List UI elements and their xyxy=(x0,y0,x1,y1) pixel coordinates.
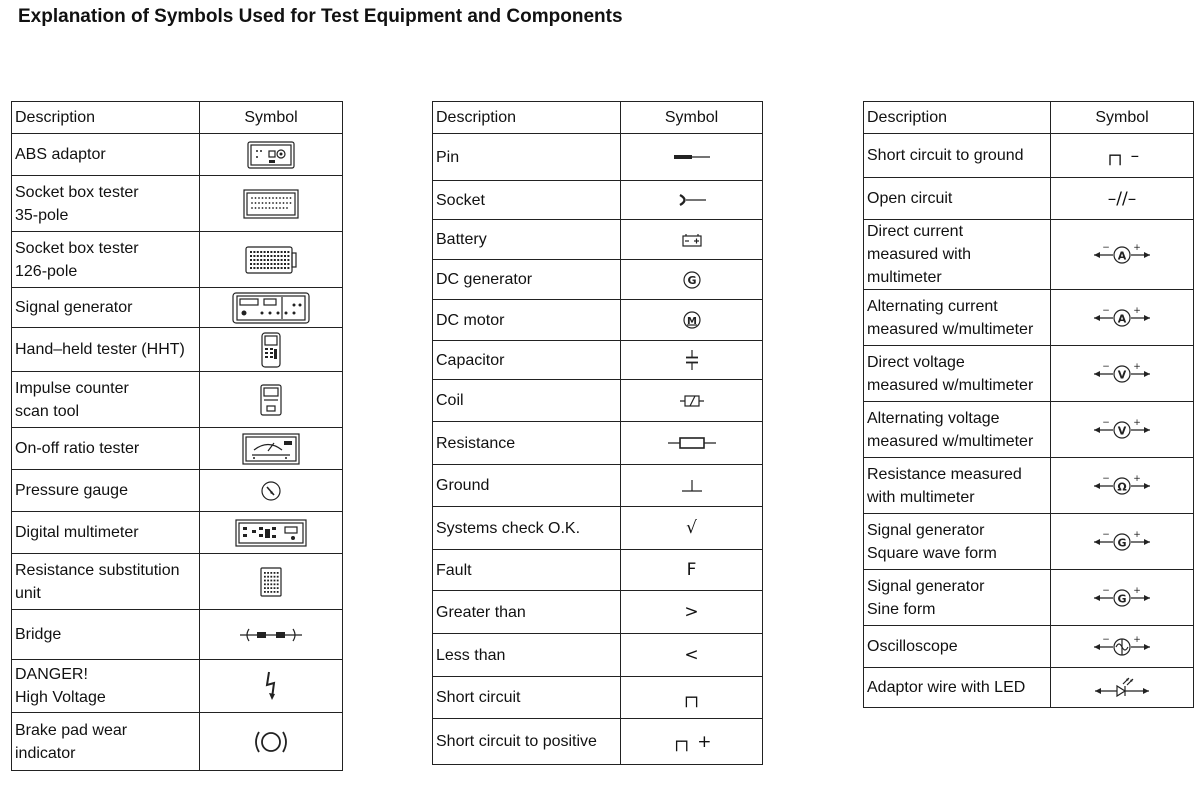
description-text: Signal generator xyxy=(867,521,985,539)
description-text: Direct current xyxy=(867,223,964,240)
symbol-cell xyxy=(1051,178,1194,220)
svg-text:−: − xyxy=(1102,585,1110,596)
socket-icon xyxy=(621,193,762,207)
description-cell xyxy=(12,134,200,176)
table-row xyxy=(12,660,343,713)
open-circuit-icon: –//– xyxy=(1107,188,1137,209)
table-row xyxy=(433,300,763,341)
symbol-cell xyxy=(1051,668,1194,708)
table-row xyxy=(12,372,343,428)
resistor-icon xyxy=(621,436,762,450)
description-cell xyxy=(433,507,621,550)
ac-voltmeter-icon xyxy=(1051,417,1193,443)
description-text: Greater than xyxy=(436,603,526,621)
brake-pad-wear-icon xyxy=(200,729,342,755)
symbol-cell xyxy=(1051,570,1194,626)
table-row xyxy=(12,328,343,372)
impulse-counter-icon xyxy=(200,384,342,416)
symbols-table-1 xyxy=(11,101,343,771)
digital-multimeter-icon xyxy=(200,519,342,547)
symbol-cell xyxy=(621,550,763,591)
description-text: Resistance substitution xyxy=(15,561,180,579)
description-text: 126-pole xyxy=(15,262,78,280)
symbol-header: Symbol xyxy=(621,102,763,134)
svg-text:A: A xyxy=(1117,249,1127,262)
table-row xyxy=(433,260,763,300)
symbol-cell xyxy=(200,428,343,470)
table-row xyxy=(864,290,1194,346)
table-row xyxy=(433,220,763,260)
table-row xyxy=(433,465,763,507)
description-text: scan tool xyxy=(15,402,80,420)
description-text: Socket xyxy=(436,191,485,209)
description-cell xyxy=(864,668,1051,708)
symbol-cell xyxy=(1051,220,1194,290)
description-text: Bridge xyxy=(15,626,62,643)
description-cell xyxy=(433,719,621,765)
description-text: with multimeter xyxy=(867,488,975,506)
table-row xyxy=(864,668,1194,708)
ground-icon xyxy=(621,477,762,495)
svg-text:G: G xyxy=(1117,536,1127,549)
pin-icon xyxy=(621,152,762,162)
symbol-cell xyxy=(621,134,763,181)
svg-text:+: + xyxy=(1133,361,1141,372)
svg-text:−: − xyxy=(1102,242,1110,253)
symbol-cell xyxy=(621,719,763,765)
description-cell xyxy=(433,341,621,380)
description-cell xyxy=(12,328,200,372)
description-text: ABS adaptor xyxy=(15,146,106,163)
ac-ammeter-icon xyxy=(1051,305,1193,331)
svg-text:−: − xyxy=(1102,305,1110,316)
sine-wave-generator-icon xyxy=(1051,585,1193,611)
description-header: Description xyxy=(12,102,200,134)
description-cell xyxy=(864,220,1051,290)
greater-than-icon: > xyxy=(684,602,699,622)
description-cell xyxy=(12,512,200,554)
symbol-cell xyxy=(1051,514,1194,570)
capacitor-icon xyxy=(621,349,762,371)
table-row xyxy=(433,677,763,719)
description-text: Sine form xyxy=(867,600,936,618)
square-wave-generator-icon xyxy=(1051,529,1193,555)
symbol-cell xyxy=(621,220,763,260)
symbol-header: Symbol xyxy=(200,102,343,134)
symbol-cell xyxy=(1051,134,1194,178)
description-text: Socket box tester xyxy=(15,183,139,201)
description-text: Signal generator xyxy=(867,577,985,595)
svg-text:M: M xyxy=(686,316,697,327)
svg-text:+: + xyxy=(1133,417,1141,428)
table-row xyxy=(12,713,343,771)
table-row xyxy=(12,470,343,512)
description-cell xyxy=(433,181,621,220)
description-cell xyxy=(864,570,1051,626)
description-text: Oscilloscope xyxy=(867,638,958,655)
symbol-cell xyxy=(621,634,763,677)
symbol-header: Symbol xyxy=(1051,102,1194,134)
socket-box-35-icon xyxy=(200,189,342,219)
svg-text:G: G xyxy=(1117,592,1127,605)
description-text: Short circuit to positive xyxy=(436,733,597,750)
description-cell xyxy=(12,470,200,512)
table-row xyxy=(433,181,763,220)
svg-text:+: + xyxy=(1133,473,1141,484)
description-cell xyxy=(12,660,200,713)
description-cell xyxy=(864,178,1051,220)
description-text: Less than xyxy=(436,646,506,664)
description-cell xyxy=(12,554,200,610)
symbol-cell xyxy=(621,507,763,550)
svg-text:Ω: Ω xyxy=(1117,480,1127,493)
symbol-cell xyxy=(621,422,763,465)
description-cell xyxy=(12,176,200,232)
symbol-cell xyxy=(621,380,763,422)
svg-text:V: V xyxy=(1117,424,1127,437)
signal-generator-device-icon xyxy=(200,291,342,325)
table-row xyxy=(864,178,1194,220)
symbol-cell xyxy=(1051,402,1194,458)
description-text: multimeter xyxy=(867,269,942,286)
description-text: DC motor xyxy=(436,311,505,329)
symbol-cell xyxy=(621,181,763,220)
description-text: Resistance measured xyxy=(867,465,1022,483)
description-cell xyxy=(433,634,621,677)
description-text: DC generator xyxy=(436,271,533,288)
description-text: Capacitor xyxy=(436,351,505,369)
led-adaptor-wire-icon xyxy=(1051,675,1193,701)
description-text: Systems check O.K. xyxy=(436,519,581,537)
symbol-cell xyxy=(200,660,343,713)
symbol-cell xyxy=(200,713,343,771)
oscilloscope-icon xyxy=(1051,634,1193,660)
svg-text:A: A xyxy=(1117,312,1127,325)
coil-icon xyxy=(621,392,762,410)
description-cell xyxy=(864,134,1051,178)
description-cell xyxy=(433,134,621,181)
description-header: Description xyxy=(864,102,1051,134)
symbol-cell xyxy=(200,512,343,554)
pressure-gauge-icon xyxy=(200,480,342,502)
table-row xyxy=(864,402,1194,458)
table-row xyxy=(433,591,763,634)
description-text: Coil xyxy=(436,392,464,409)
svg-text:+: + xyxy=(1133,305,1141,316)
table-row xyxy=(12,288,343,328)
symbols-table-2 xyxy=(432,101,763,765)
table-row xyxy=(12,554,343,610)
hand-held-tester-icon xyxy=(200,332,342,368)
table-row xyxy=(864,458,1194,514)
table-row xyxy=(433,422,763,465)
description-text: Signal generator xyxy=(15,299,133,316)
short-circuit-icon: ┌┐ xyxy=(681,687,702,708)
table-row xyxy=(433,719,763,765)
description-text: Adaptor wire with LED xyxy=(867,679,1026,696)
description-text: Battery xyxy=(436,231,487,248)
description-text: Ground xyxy=(436,477,490,494)
svg-text:+: + xyxy=(1133,529,1141,540)
description-text: High Voltage xyxy=(15,689,106,706)
symbol-cell xyxy=(621,677,763,719)
description-cell xyxy=(12,428,200,470)
symbol-cell xyxy=(200,328,343,372)
description-text: measured with xyxy=(867,246,972,263)
symbol-cell xyxy=(200,176,343,232)
description-text: Digital multimeter xyxy=(15,524,139,541)
symbol-cell xyxy=(1051,290,1194,346)
description-text: 35-pole xyxy=(15,206,69,224)
description-text: unit xyxy=(15,584,41,602)
table-row xyxy=(12,134,343,176)
description-text: Fault xyxy=(436,561,472,579)
description-cell xyxy=(12,288,200,328)
description-cell xyxy=(12,372,200,428)
description-text: Open circuit xyxy=(867,190,953,207)
description-cell xyxy=(864,458,1051,514)
symbol-cell xyxy=(200,554,343,610)
on-off-ratio-tester-icon xyxy=(200,433,342,465)
dc-voltmeter-icon xyxy=(1051,361,1193,387)
description-text: Pressure gauge xyxy=(15,482,128,499)
symbol-cell xyxy=(1051,346,1194,402)
dc-generator-icon xyxy=(621,270,762,290)
description-text: measured w/multimeter xyxy=(867,320,1034,338)
description-cell xyxy=(433,465,621,507)
table-row xyxy=(864,134,1194,178)
description-header: Description xyxy=(433,102,621,134)
svg-text:−: − xyxy=(1102,529,1110,540)
description-text: Socket box tester xyxy=(15,239,139,257)
dc-motor-icon xyxy=(621,310,762,330)
table-row xyxy=(864,514,1194,570)
table-header-row xyxy=(12,102,343,134)
svg-text:+: + xyxy=(1133,634,1141,645)
table-row xyxy=(433,507,763,550)
description-text: Short circuit xyxy=(436,689,521,706)
symbol-cell xyxy=(621,300,763,341)
table-row xyxy=(864,626,1194,668)
table-row xyxy=(12,428,343,470)
table-row xyxy=(12,232,343,288)
socket-box-126-icon xyxy=(200,245,342,275)
description-text: Direct voltage xyxy=(867,353,965,371)
svg-text:+: + xyxy=(1133,242,1141,253)
description-text: Short circuit to ground xyxy=(867,147,1024,164)
description-cell xyxy=(12,610,200,660)
bridge-icon xyxy=(200,626,342,644)
abs-adaptor-icon xyxy=(200,141,342,169)
symbol-cell xyxy=(200,288,343,328)
description-cell xyxy=(864,402,1051,458)
dc-ammeter-icon xyxy=(1051,242,1193,268)
check-icon: √ xyxy=(686,518,697,538)
description-text: Impulse counter xyxy=(15,379,129,397)
description-cell xyxy=(433,677,621,719)
description-text: On-off ratio tester xyxy=(15,440,140,457)
less-than-icon: < xyxy=(684,645,699,665)
svg-text:−: − xyxy=(1102,361,1110,372)
page-title: Explanation of Symbols Used for Test Equipment and Components xyxy=(18,6,623,27)
table-row xyxy=(12,610,343,660)
symbol-cell xyxy=(200,372,343,428)
table-row xyxy=(12,512,343,554)
description-text: Alternating current xyxy=(867,297,998,315)
description-cell xyxy=(433,550,621,591)
table-row xyxy=(433,550,763,591)
description-text: Resistance xyxy=(436,434,516,452)
symbol-cell xyxy=(200,134,343,176)
table-row xyxy=(864,220,1194,290)
description-cell xyxy=(433,220,621,260)
symbol-cell xyxy=(200,232,343,288)
description-text: DANGER! xyxy=(15,666,88,683)
description-text: measured w/multimeter xyxy=(867,376,1034,394)
description-text: Hand–held tester (HHT) xyxy=(15,341,185,358)
symbol-cell xyxy=(1051,458,1194,514)
symbol-cell xyxy=(200,610,343,660)
description-cell xyxy=(433,591,621,634)
ohmmeter-icon xyxy=(1051,473,1193,499)
table-row xyxy=(433,134,763,181)
svg-text:−: − xyxy=(1102,634,1110,645)
symbol-cell xyxy=(621,260,763,300)
high-voltage-icon xyxy=(200,671,342,701)
fault-icon: F xyxy=(686,560,697,580)
description-text: Square wave form xyxy=(867,544,997,562)
description-cell xyxy=(433,300,621,341)
description-cell xyxy=(12,713,200,771)
description-cell xyxy=(864,626,1051,668)
description-text: Alternating voltage xyxy=(867,409,1000,427)
battery-icon xyxy=(621,232,762,248)
svg-text:−: − xyxy=(1102,417,1110,428)
table-header-row xyxy=(864,102,1194,134)
table-row xyxy=(433,341,763,380)
table-row xyxy=(864,346,1194,402)
symbol-cell xyxy=(621,341,763,380)
short-to-positive-icon: ┌┐ + xyxy=(671,731,712,752)
svg-text:G: G xyxy=(686,273,697,287)
symbol-cell xyxy=(621,465,763,507)
table-row xyxy=(433,634,763,677)
symbol-cell xyxy=(200,470,343,512)
description-cell xyxy=(864,514,1051,570)
table-row xyxy=(433,380,763,422)
description-cell xyxy=(433,380,621,422)
description-cell xyxy=(12,232,200,288)
svg-text:V: V xyxy=(1117,368,1127,381)
symbols-table-3 xyxy=(863,101,1194,708)
description-cell xyxy=(433,260,621,300)
description-cell xyxy=(864,346,1051,402)
description-text: Pin xyxy=(436,148,460,166)
resistance-substitution-icon xyxy=(200,567,342,597)
table-header-row xyxy=(433,102,763,134)
description-text: indicator xyxy=(15,744,76,762)
description-text: Brake pad wear xyxy=(15,721,128,739)
table-row xyxy=(12,176,343,232)
description-text: measured w/multimeter xyxy=(867,432,1034,450)
svg-text:−: − xyxy=(1102,473,1110,484)
description-cell xyxy=(433,422,621,465)
table-row xyxy=(864,570,1194,626)
symbol-cell xyxy=(621,591,763,634)
description-cell xyxy=(864,290,1051,346)
svg-text:+: + xyxy=(1133,585,1141,596)
symbol-cell xyxy=(1051,626,1194,668)
short-to-ground-icon: ┌┐ – xyxy=(1104,145,1140,166)
